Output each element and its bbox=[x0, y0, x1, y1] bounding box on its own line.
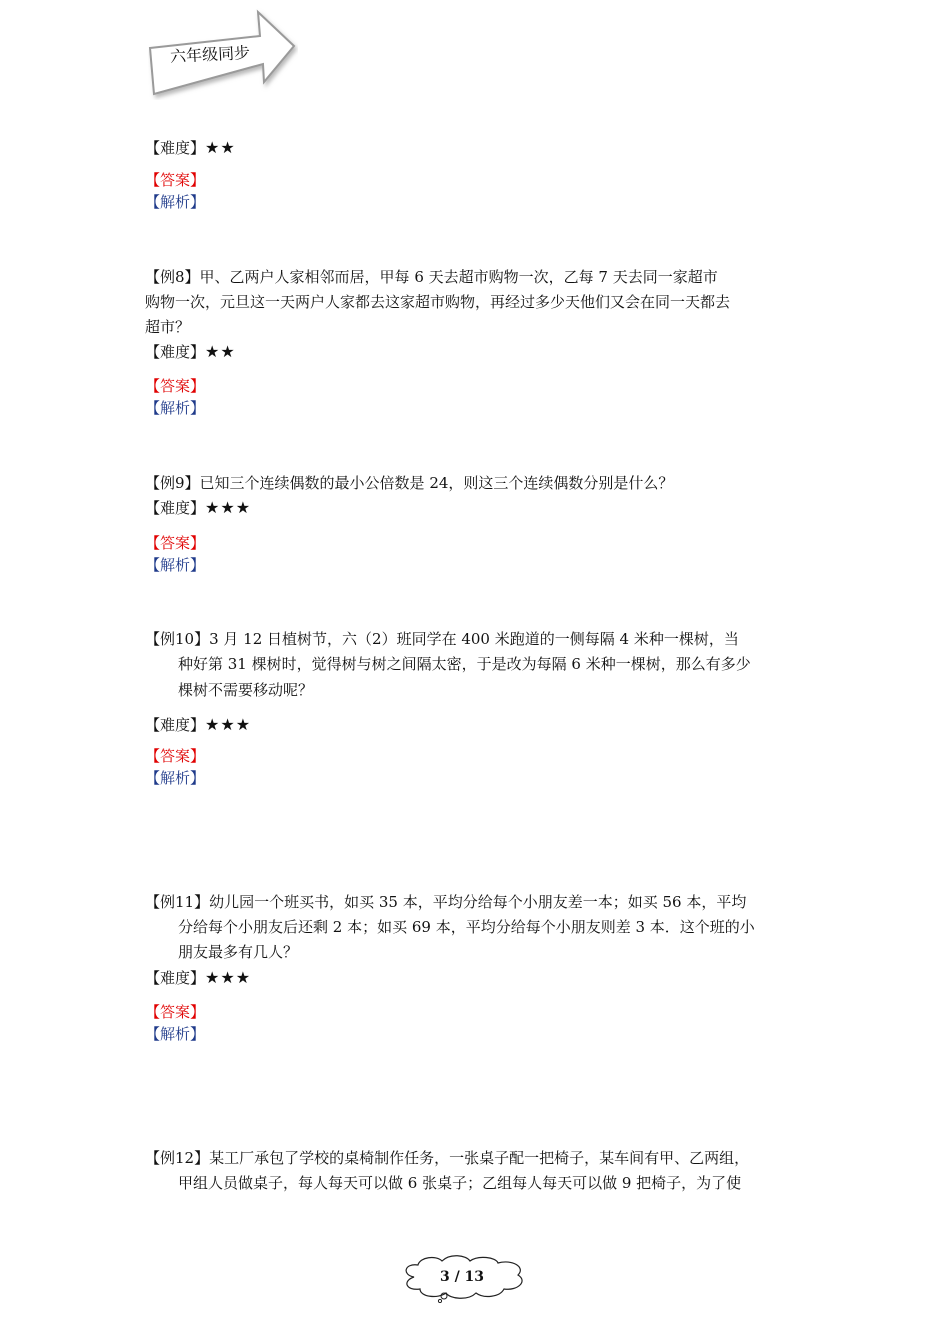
prev-analysis-label: 【解析】 bbox=[145, 193, 206, 211]
ex11-difficulty: 【难度】★★★ bbox=[145, 968, 252, 987]
ex8-line2: 购物一次，元旦这一天两户人家都去这家超市购物，再经过多少天他们又会在同一天都去 bbox=[145, 293, 731, 311]
ex10-difficulty: 【难度】★★★ bbox=[145, 715, 252, 734]
difficulty-stars: ★★★ bbox=[205, 968, 252, 987]
ex9-answer-label: 【答案】 bbox=[145, 534, 206, 552]
prev-answer-label: 【答案】 bbox=[145, 171, 206, 189]
ex9-tag: 【例9】 bbox=[145, 474, 200, 492]
ex11-tag: 【例11】 bbox=[145, 893, 210, 911]
ex10-tag: 【例10】 bbox=[145, 630, 210, 648]
ex11-line3: 朋友最多有几人？ bbox=[178, 943, 299, 961]
ex12-line2: 甲组人员做桌子，每人每天可以做 6 张桌子；乙组每人每天可以做 9 把椅子，为了使 bbox=[178, 1174, 742, 1192]
ex11-answer-label: 【答案】 bbox=[145, 1003, 206, 1021]
ex8-difficulty: 【难度】★★ bbox=[145, 342, 236, 361]
banner-title: 六年级同步 bbox=[169, 42, 251, 67]
ex8-line3: 超市？ bbox=[145, 318, 191, 336]
prev-difficulty: 【难度】★★ bbox=[145, 138, 236, 157]
ex11-analysis-label: 【解析】 bbox=[145, 1025, 206, 1043]
ex11-line1: 【例11】幼儿园一个班买书，如买 35 本，平均分给每个小朋友差一本；如买 56 本，平均 bbox=[145, 893, 747, 911]
ex10-answer-label: 【答案】 bbox=[145, 747, 206, 765]
ex10-line2: 种好第 31 棵树时，觉得树与树之间隔太密，于是改为每隔 6 米种一棵树，那么有多少 bbox=[178, 655, 751, 673]
ex8-analysis-label: 【解析】 bbox=[145, 399, 206, 417]
ex10-line1: 【例10】3 月 12 日植树节，六（2）班同学在 400 米跑道的一侧每隔 4 米种一棵树，当 bbox=[145, 630, 739, 648]
ex12-tag: 【例12】 bbox=[145, 1149, 210, 1167]
page-indicator bbox=[400, 1255, 530, 1303]
page-number: 3 / 13 bbox=[439, 1269, 485, 1285]
ex8-tag: 【例8】 bbox=[145, 268, 200, 286]
ex12-line1: 【例12】某工厂承包了学校的桌椅制作任务，一张桌子配一把椅子，某车间有甲、乙两组， bbox=[145, 1149, 750, 1167]
difficulty-stars: ★★ bbox=[205, 342, 236, 361]
ex8-answer-label: 【答案】 bbox=[145, 377, 206, 395]
grade-banner bbox=[148, 8, 298, 100]
ex9-difficulty: 【难度】★★★ bbox=[145, 498, 252, 517]
ex9-analysis-label: 【解析】 bbox=[145, 556, 206, 574]
ex10-line3: 棵树不需要移动呢？ bbox=[178, 681, 314, 699]
difficulty-stars: ★★★ bbox=[205, 715, 252, 734]
ex10-analysis-label: 【解析】 bbox=[145, 769, 206, 787]
ex9-line1: 【例9】已知三个连续偶数的最小公倍数是 24，则这三个连续偶数分别是什么？ bbox=[145, 474, 674, 492]
difficulty-stars: ★★★ bbox=[205, 498, 252, 517]
difficulty-stars: ★★ bbox=[205, 138, 236, 157]
ex11-line2: 分给每个小朋友后还剩 2 本；如买 69 本，平均分给每个小朋友则差 3 本．这个班的小 bbox=[178, 918, 755, 936]
ex8-line1: 【例8】甲、乙两户人家相邻而居，甲每 6 天去超市购物一次，乙每 7 天去同一家超市 bbox=[145, 268, 718, 286]
